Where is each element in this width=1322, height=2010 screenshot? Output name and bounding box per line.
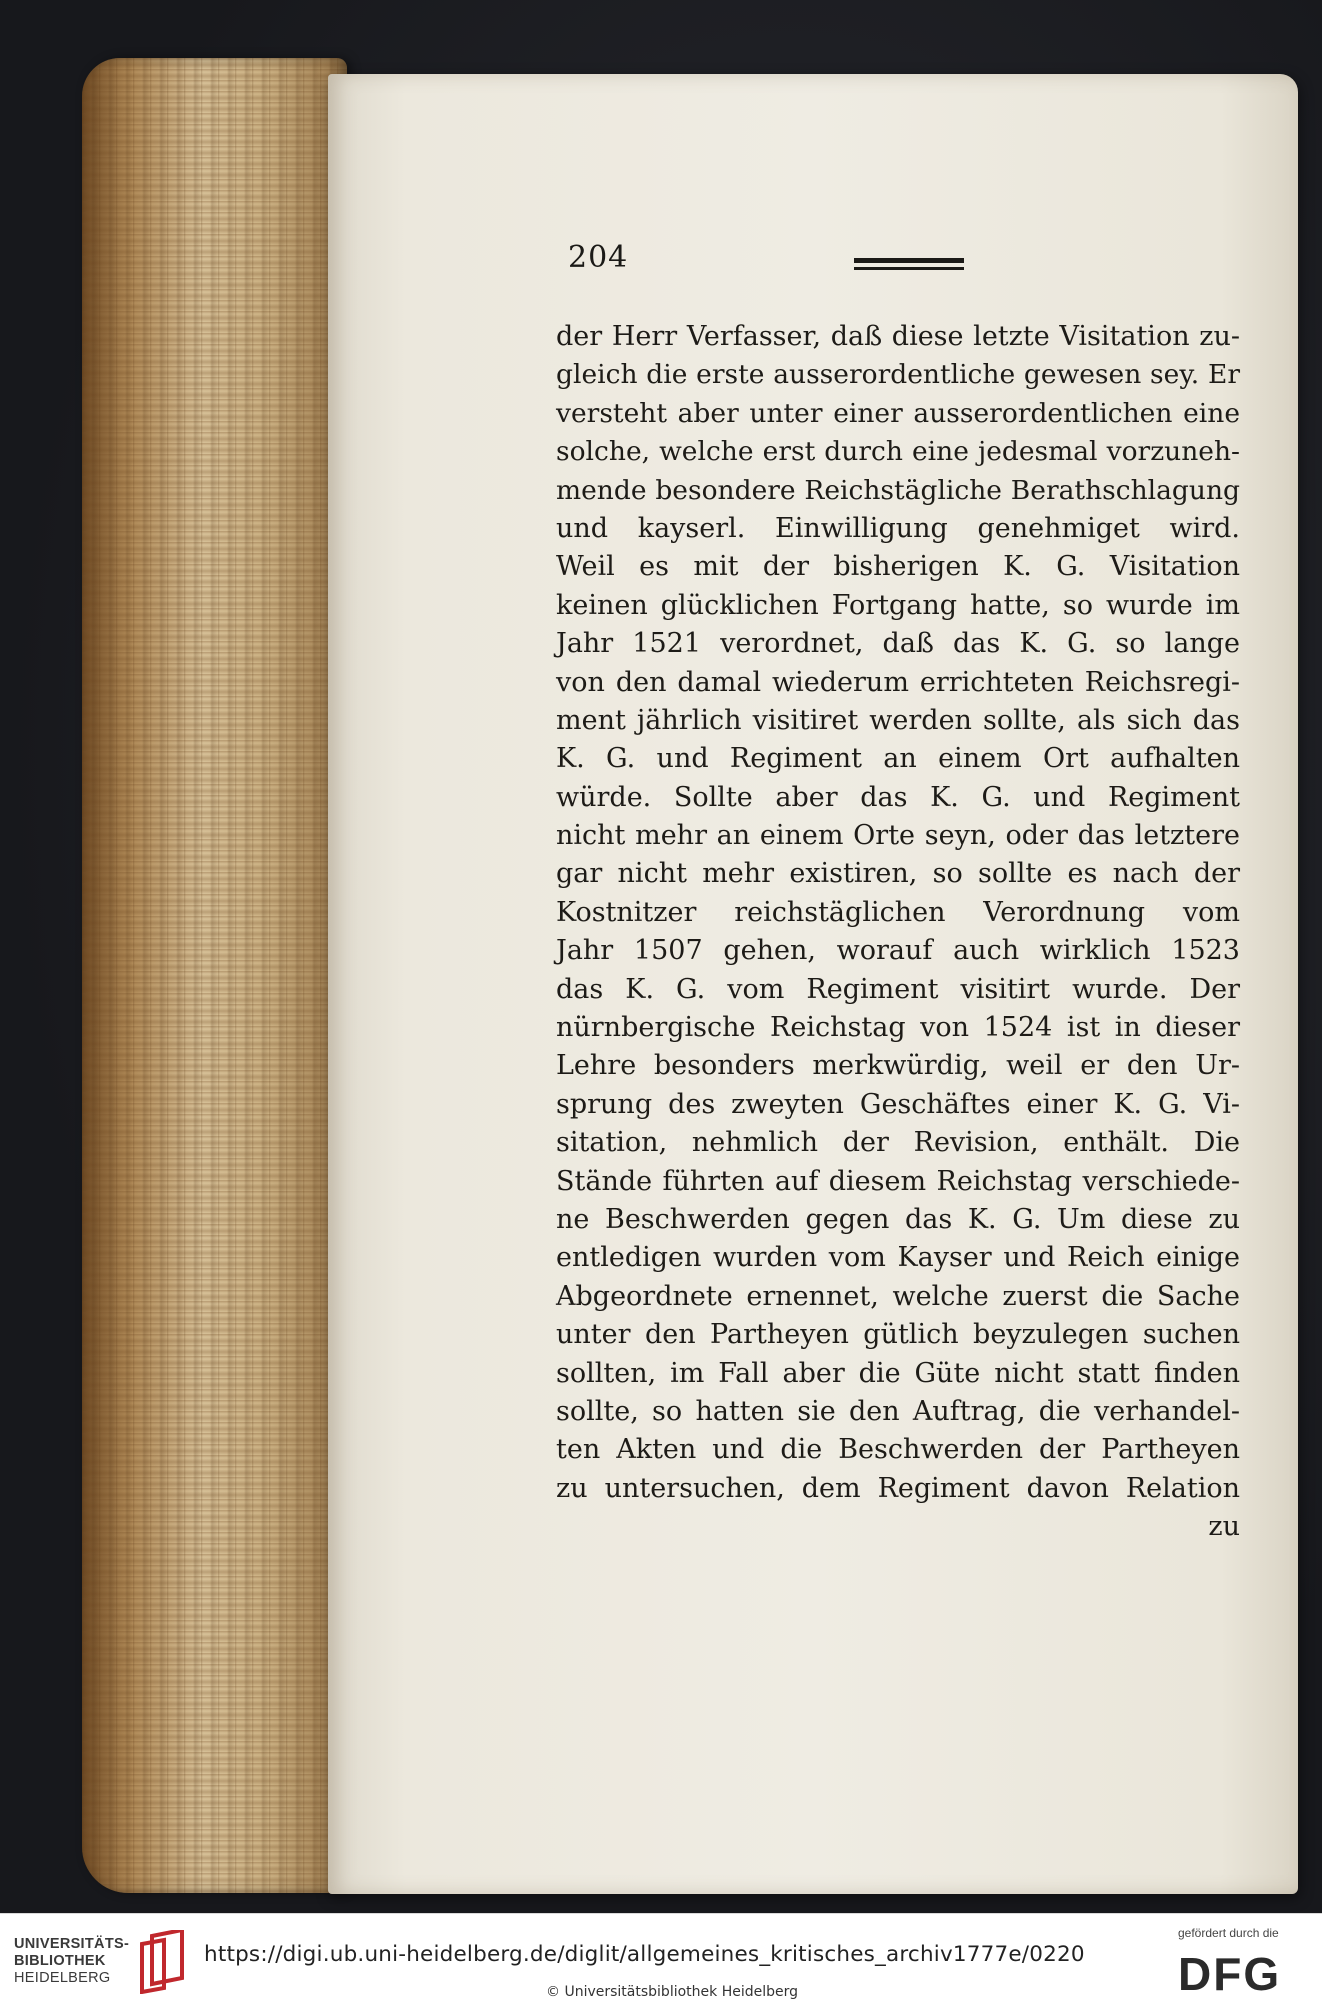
text-line: ne Beschwerden gegen das K. G. Um diese zu	[556, 1203, 1240, 1235]
text-line: nürnbergische Reichstag von 1524 ist in dieser	[556, 1012, 1240, 1044]
copyright-notice: © Universitätsbibliothek Heidelberg	[546, 1984, 799, 2000]
text-line: Jahr 1507 gehen, worauf auch wirklich 1523	[556, 935, 1240, 967]
text-line: K. G. und Regiment an einem Ort aufhalten	[556, 743, 1240, 775]
viewer-footer	[0, 1913, 1322, 2010]
text-line: gleich die erste ausserordentliche gewesen sey. Er	[556, 359, 1240, 391]
text-line: würde. Sollte aber das K. G. und Regiment	[556, 781, 1240, 813]
text-line: gar nicht mehr existiren, so sollte es nach der	[556, 858, 1240, 890]
text-line: mende besondere Reichstägliche Berathschlagung	[556, 474, 1240, 506]
text-line: Kostnitzer reichstäglichen Verordnung vom	[556, 896, 1240, 928]
text-line: entledigen wurden vom Kayser und Reich einige	[556, 1242, 1240, 1274]
text-line: Lehre besonders merkwürdig, weil er den Ur-	[556, 1050, 1240, 1082]
text-line: sprung des zweyten Geschäftes einer K. G. Vi-	[556, 1088, 1240, 1120]
text-line: sollte, so hatten sie den Auftrag, die verhandel-	[556, 1395, 1240, 1427]
text-line: sitation, nehmlich der Revision, enthält. Die	[556, 1127, 1240, 1159]
library-name-line3: HEIDELBERG	[14, 1970, 111, 1986]
text-line: keinen glücklichen Fortgang hatte, so wurde im	[556, 589, 1240, 621]
text-line: und kayserl. Einwilligung genehmiget wird.	[556, 512, 1240, 544]
text-line: sollten, im Fall aber die Güte nicht statt finden	[556, 1357, 1240, 1389]
funded-by-label: gefördert durch die	[1178, 1926, 1279, 1940]
text-line: der Herr Verfasser, daß diese letzte Visitation zu-	[556, 321, 1240, 352]
library-emblem-icon	[134, 1930, 192, 1994]
text-line: das K. G. vom Regiment visitirt wurde. Der	[556, 973, 1240, 1005]
text-line: versteht aber unter einer ausserordentlichen eine	[556, 397, 1240, 429]
page-number: 204	[568, 240, 629, 275]
dfg-logo-text: DFG	[1178, 1948, 1282, 1996]
text-line: nicht mehr an einem Orte seyn, oder das letztere	[556, 820, 1240, 852]
text-line: unter den Partheyen gütlich beyzulegen suchen	[556, 1319, 1240, 1351]
text-line: solche, welche erst durch eine jedesmal vorzuneh-	[556, 436, 1240, 468]
text-line: Jahr 1521 verordnet, daß das K. G. so lange	[556, 628, 1240, 660]
text-line: ten Akten und die Beschwerden der Partheyen	[556, 1434, 1240, 1466]
text-line: Abgeordnete ernennet, welche zuerst die Sache	[556, 1280, 1240, 1312]
page-header	[568, 240, 968, 280]
text-line: ment jährlich visitiret werden sollte, als sich das	[556, 704, 1240, 736]
text-line: zu untersuchen, dem Regiment davon Relation	[556, 1472, 1240, 1504]
library-name-line1: UNIVERSITÄTS-	[14, 1936, 130, 1952]
page-body-text	[556, 318, 1240, 1547]
library-name-line2: BIBLIOTHEK	[14, 1953, 106, 1969]
permalink-url[interactable]: https://digi.ub.uni-heidelberg.de/diglit/allgemeines_kritisches_archiv1777e/0220	[204, 1942, 1085, 1967]
text-line: von den damal wiederum errichteten Reichsregi-	[556, 666, 1240, 698]
book-fore-edge	[82, 58, 347, 1893]
dfg-logo[interactable]	[1176, 1948, 1306, 1996]
text-line: Stände führten auf diesem Reichstag verschiede-	[556, 1165, 1240, 1197]
text-line: Weil es mit der bisherigen K. G. Visitation	[556, 551, 1240, 583]
header-rule	[854, 258, 964, 270]
catchword: zu	[1208, 1511, 1240, 1543]
